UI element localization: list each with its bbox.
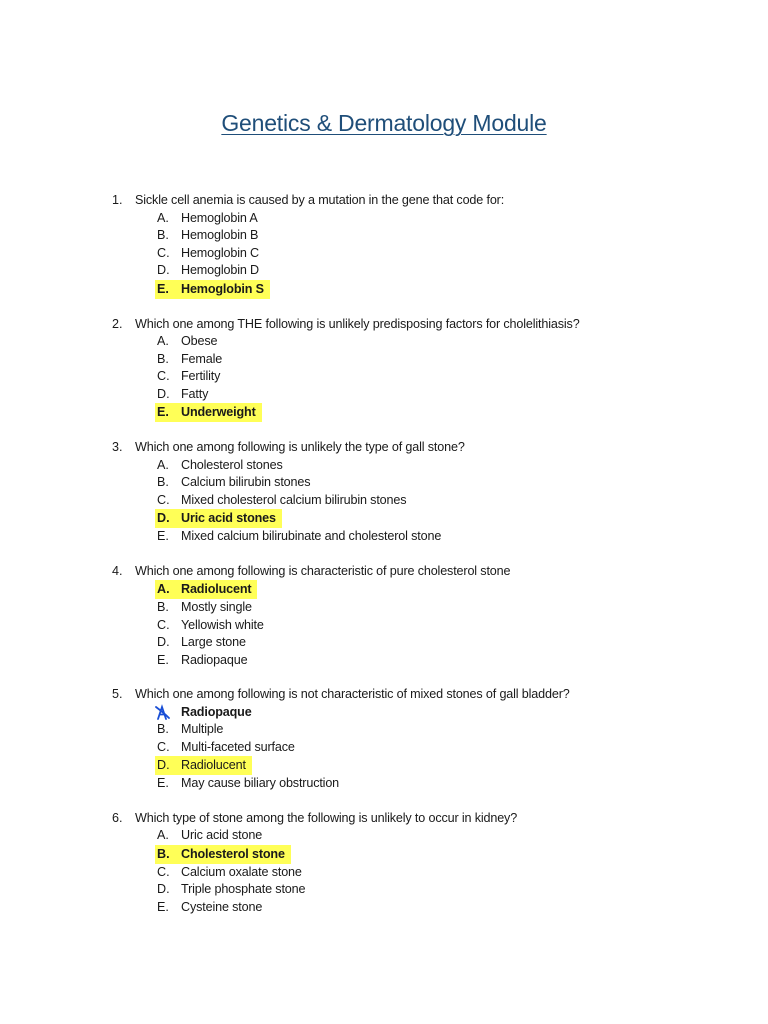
option-text: Radiopaque: [181, 704, 252, 719]
option-letter: A.: [157, 210, 169, 225]
answer-option: [0, 403, 768, 422]
answer-option: [0, 227, 768, 245]
option-text: Fatty: [181, 386, 209, 401]
option-letter: C.: [157, 492, 170, 507]
question-stem: [0, 810, 768, 828]
question-item: [0, 439, 768, 546]
option-text: Radiolucent: [181, 758, 246, 772]
option-text: Multi-faceted surface: [181, 739, 295, 754]
option-text: Hemoglobin A: [181, 210, 258, 225]
answer-option: [0, 386, 768, 404]
answer-option: [0, 827, 768, 845]
option-letter: D.: [157, 263, 170, 277]
question-item: [0, 686, 768, 793]
answer-option: [0, 756, 768, 775]
question-item: [0, 192, 768, 299]
question-text: Which one among following is unlikely the type of gall stone?: [135, 440, 465, 454]
answer-option: [0, 580, 768, 599]
option-letter: B.: [157, 722, 169, 736]
option-letter: C.: [157, 369, 170, 383]
option-letter: A.: [157, 457, 169, 472]
answer-options: [0, 580, 768, 669]
option-text: Female: [181, 351, 223, 366]
answer-option: [0, 457, 768, 475]
question-stem: [0, 563, 768, 581]
answer-options: [0, 333, 768, 422]
option-letter: C.: [157, 245, 170, 260]
option-text: Cysteine stone: [181, 899, 263, 914]
answer-option: [0, 280, 768, 299]
option-letter: E.: [157, 529, 169, 543]
option-letter: E.: [157, 899, 169, 914]
option-text: Cholesterol stones: [181, 457, 283, 472]
option-letter: C.: [157, 864, 170, 879]
question-number: 2.: [112, 316, 123, 331]
option-text: Uric acid stone: [181, 828, 263, 842]
option-letter: B.: [157, 475, 169, 489]
option-text: Fertility: [181, 369, 221, 383]
question-text: Which one among following is not characteristic of mixed stones of gall bladder?: [135, 687, 570, 701]
option-text: Large stone: [181, 635, 246, 649]
option-letter: B.: [157, 228, 169, 242]
question-number: 1.: [112, 193, 123, 207]
answer-option: [0, 704, 768, 722]
page-title: Genetics & Dermatology Module: [221, 110, 547, 136]
question-stem: [0, 316, 768, 334]
option-text: Mostly single: [181, 600, 252, 614]
option-letter: B.: [157, 351, 169, 366]
option-letter: E.: [157, 405, 169, 419]
answer-option: [0, 617, 768, 635]
answer-options: [0, 457, 768, 546]
option-text: Calcium oxalate stone: [181, 864, 302, 879]
answer-option: [0, 492, 768, 510]
option-text: Calcium bilirubin stones: [181, 475, 311, 489]
question-text: Sickle cell anemia is caused by a mutation in the gene that code for:: [135, 193, 505, 207]
question-stem: [0, 192, 768, 210]
question-item: [0, 810, 768, 917]
pen-scribble-icon: [155, 704, 171, 722]
option-text: Mixed cholesterol calcium bilirubin stones: [181, 492, 407, 507]
option-text: May cause biliary obstruction: [181, 776, 340, 790]
answer-option: [0, 333, 768, 351]
answer-option: [0, 739, 768, 757]
answer-option: [0, 634, 768, 652]
option-text: Hemoglobin B: [181, 228, 259, 242]
question-list: [0, 192, 768, 933]
answer-option: [0, 509, 768, 528]
answer-option: [0, 262, 768, 280]
answer-option: [0, 599, 768, 617]
option-letter: D.: [157, 758, 170, 772]
question-text: Which one among THE following is unlikely predisposing factors for cholelithiasis?: [135, 316, 580, 331]
question-stem: [0, 686, 768, 704]
option-letter: D.: [157, 386, 170, 401]
answer-options: [0, 210, 768, 299]
answer-option: [0, 245, 768, 263]
option-letter: E.: [157, 281, 169, 296]
option-text: Cholesterol stone: [181, 846, 285, 861]
option-text: Triple phosphate stone: [181, 882, 306, 896]
answer-option: [0, 721, 768, 739]
answer-option: [0, 899, 768, 917]
question-text: Which one among following is characteristic of pure cholesterol stone: [135, 563, 511, 578]
answer-option: [0, 845, 768, 864]
option-text: Yellowish white: [181, 617, 264, 632]
option-letter: A.: [157, 334, 169, 348]
option-text: Mixed calcium bilirubinate and cholesterol stone: [181, 529, 442, 543]
option-letter: A.: [157, 582, 170, 596]
option-text: Radiolucent: [181, 582, 252, 596]
answer-option: [0, 351, 768, 369]
option-text: Obese: [181, 334, 218, 348]
option-letter: A.: [157, 828, 169, 842]
answer-option: [0, 210, 768, 228]
option-text: Hemoglobin S: [181, 281, 264, 296]
option-text: Uric acid stones: [181, 511, 276, 525]
answer-option: [0, 368, 768, 386]
option-letter: B.: [157, 846, 170, 861]
question-number: 6.: [112, 810, 123, 825]
option-letter: C.: [157, 739, 170, 754]
option-text: Multiple: [181, 722, 224, 736]
answer-options: [0, 827, 768, 916]
answer-option: [0, 652, 768, 670]
question-number: 5.: [112, 687, 123, 701]
answer-option: [0, 528, 768, 546]
option-letter: D.: [157, 635, 170, 649]
option-letter: D.: [157, 511, 170, 525]
option-text: Hemoglobin C: [181, 245, 259, 260]
option-letter: B.: [157, 600, 169, 614]
answer-option: [0, 864, 768, 882]
answer-option: [0, 474, 768, 492]
question-text: Which type of stone among the following is unlikely to occur in kidney?: [135, 810, 518, 825]
option-text: Radiopaque: [181, 652, 248, 667]
question-item: [0, 316, 768, 423]
question-number: 4.: [112, 563, 123, 578]
answer-option: [0, 881, 768, 899]
option-letter: E.: [157, 776, 169, 790]
option-text: Underweight: [181, 405, 256, 419]
option-letter: E.: [157, 652, 169, 667]
question-number: 3.: [112, 440, 123, 454]
option-letter: C.: [157, 617, 170, 632]
option-letter: D.: [157, 882, 170, 896]
answer-options: [0, 704, 768, 793]
answer-option: [0, 775, 768, 793]
option-text: Hemoglobin D: [181, 263, 259, 277]
question-item: [0, 563, 768, 670]
question-stem: [0, 439, 768, 457]
